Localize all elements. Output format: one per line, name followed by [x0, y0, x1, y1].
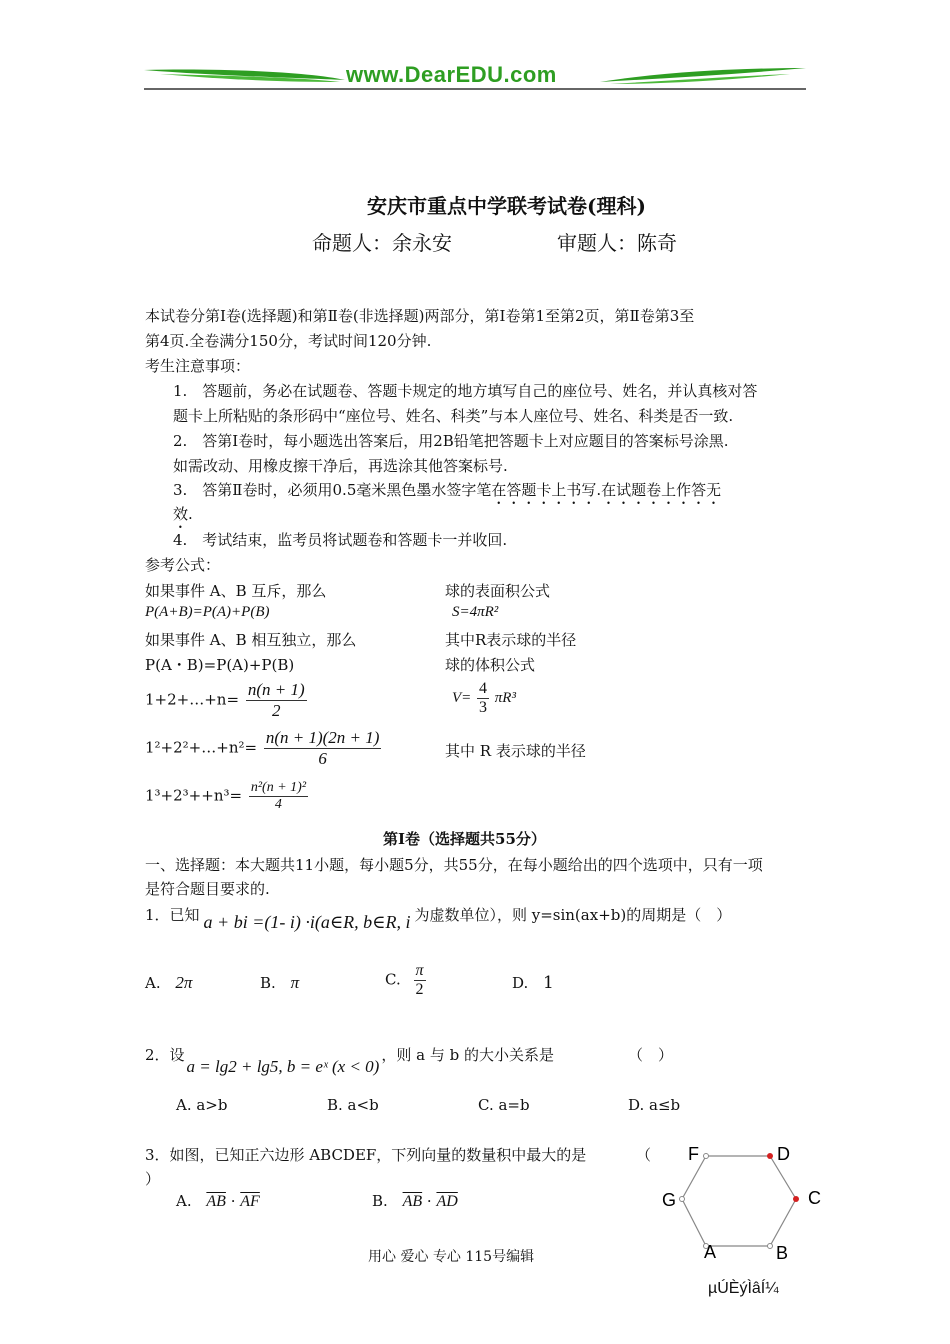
question-1 [145, 904, 732, 932]
sum2-numerator: n(n + 1)(2n + 1) [265, 728, 380, 747]
sum-formula-1 [145, 680, 309, 721]
q2-suffix: ，则 a 与 b 的大小关系是 [381, 1046, 554, 1064]
page-title: 安庆市重点中学联考试卷(理科) [367, 194, 646, 218]
q1-option-a-label: A. [145, 974, 161, 992]
q3-option-b-label: B. [372, 1192, 388, 1210]
volume-lhs: V= [452, 689, 472, 706]
vertex-c [793, 1196, 799, 1202]
vertex-b [768, 1244, 773, 1249]
sum2-lhs: 1²+2²+…+n²= [145, 738, 258, 757]
sum2-fraction [264, 728, 382, 769]
note-2-line-2: 如需改动、用橡皮擦干净后，再选涂其他答案标号. [173, 457, 508, 475]
sum3-fraction [249, 780, 308, 813]
sum1-fraction [246, 680, 307, 721]
right-swoosh-icon [600, 68, 806, 84]
label-f: F [688, 1144, 699, 1164]
intro-line-2: 第4页.全卷满分150分，考试时间120分钟. [145, 332, 432, 350]
q3-option-a-label: A. [176, 1192, 192, 1210]
sphere-volume-formula [452, 680, 516, 717]
q3-option-a-dot: · [230, 1192, 236, 1210]
q1-option-b[interactable] [260, 973, 299, 993]
q2-answer-paren: （ ） [628, 1046, 674, 1064]
notes-heading: 考生注意事项： [145, 357, 251, 375]
q1-option-c-label: C. [385, 970, 401, 989]
hexagon-figure [661, 1136, 836, 1296]
q3-option-b[interactable] [372, 1192, 458, 1211]
label-c: C [808, 1188, 821, 1208]
vertex-d [767, 1153, 773, 1159]
left-swoosh-icon [144, 69, 345, 82]
radius-note-1: 其中R表示球的半径 [445, 631, 577, 649]
q2-equation: a = lg2 + lg5, b = eˣ (x < 0) [186, 1057, 380, 1076]
note-3-line-1 [173, 479, 721, 508]
q1-option-b-value: π [290, 973, 300, 992]
independent-formula: P(A・B)=P(A)+P(B) [145, 656, 295, 674]
independent-text: 如果事件 A、B 相互独立，那么 [145, 631, 357, 649]
sum-formula-2 [145, 728, 383, 769]
q2-option-c[interactable]: C. a=b [478, 1096, 530, 1114]
note-3-mid: . [596, 481, 602, 499]
q1-prefix: 1．已知 [145, 906, 200, 924]
sum1-lhs: 1+2+…+n= [145, 690, 240, 709]
sphere-area-formula: S=4πR² [452, 604, 499, 620]
section1-heading: 第Ⅰ卷（选择题共55分） [383, 830, 546, 848]
author-line: 命题人：余永安 [312, 231, 452, 255]
question-2 [145, 1044, 554, 1076]
note-3-emphasis-1: 在答题卡上书写 [491, 481, 597, 499]
q1-option-a-value: 2π [175, 973, 193, 992]
q1-equation: a + bi =(1- i) ·i(a∈R, b∈R, i [203, 912, 411, 932]
q3-option-b-vector-1: $\overline{AB}$ [402, 1193, 423, 1210]
hexagon-shape [682, 1156, 796, 1246]
note-1-line-2: 题卡上所粘贴的条形码中“座位号、姓名、科类”与本人座位号、姓名、科类是否一致. [173, 407, 734, 425]
question-3-line-1: 3．如图，已知正六边形 ABCDEF，下列向量的数量积中最大的是 [145, 1146, 587, 1164]
note-3-emphasis-3: 效 [173, 505, 189, 523]
mutex-formula: P(A+B)=P(A)+P(B) [145, 604, 270, 620]
q2-option-a[interactable]: A. a>b [176, 1096, 228, 1114]
q1-option-c-denominator: 2 [415, 981, 424, 998]
label-g: G [661, 1190, 676, 1210]
sum3-lhs: 1³+2³++n³= [145, 786, 243, 805]
q3-option-b-dot: · [426, 1192, 432, 1210]
note-4: 4. 考试结束，监考员将试题卷和答题卡一并收回. [173, 531, 508, 549]
page-footer: 用心 爱心 专心 115号编辑 [368, 1249, 535, 1265]
note-3-prefix: 3. 答第Ⅱ卷时，必须用0.5毫米黑色墨水签字笔 [173, 481, 492, 499]
question-3-line-2: ） [145, 1170, 161, 1188]
formulas-heading: 参考公式： [145, 556, 221, 574]
q3-paren-open: （ [636, 1146, 652, 1164]
q1-option-c-numerator: π [415, 962, 424, 979]
note-3-emphasis-2: 在试题卷上作答无 [601, 481, 722, 499]
q3-option-a-vector-1: $\overline{AB}$ [206, 1193, 226, 1210]
reviewer-line: 审题人：陈奇 [557, 231, 677, 255]
q1-option-a[interactable] [145, 973, 192, 993]
sphere-volume-text: 球的体积公式 [445, 656, 536, 674]
sum2-denominator: 6 [318, 749, 327, 768]
volume-numerator: 4 [479, 680, 488, 697]
note-2-line-1: 2. 答第Ⅰ卷时，每小题选出答案后，用2B铅笔把答题卡上对应题目的答案标号涂黑. [173, 432, 729, 450]
q3-option-b-vector-2: $\overline{AD}$ [436, 1193, 458, 1210]
q2-prefix: 2．设 [145, 1046, 185, 1064]
radius-note-2: 其中 R 表示球的半径 [445, 742, 586, 760]
section1-intro-line-1: 一、选择题：本大题共11小题，每小题5分，共55分，在每小题给出的四个选项中，只有一项 [145, 856, 763, 874]
note-3-line-2 [173, 503, 193, 532]
vertex-f [704, 1154, 709, 1159]
section1-intro-line-2: 是符合题目要求的. [145, 880, 270, 898]
q3-option-a-vector-2: $\overline{AF}$ [240, 1193, 260, 1210]
volume-rhs: πR³ [494, 689, 516, 706]
q1-suffix: 为虚数单位），则 y=sin(ax+b)的周期是（ ） [414, 906, 732, 924]
q1-option-d-value: 1 [543, 973, 554, 993]
site-logo-text[interactable]: www.DearEDU.com [346, 62, 557, 87]
note-3-end: . [188, 505, 193, 523]
q1-option-d-label: D. [512, 974, 529, 992]
note-1-line-1: 1. 答题前，务必在试题卷、答题卡规定的地方填写自己的座位号、姓名，并认真核对答 [173, 382, 758, 400]
sum1-numerator: n(n + 1) [247, 680, 305, 699]
q1-option-d[interactable] [512, 973, 554, 993]
label-d: D [777, 1144, 790, 1164]
intro-line-1: 本试卷分第Ⅰ卷(选择题)和第Ⅱ卷(非选择题)两部分，第Ⅰ卷第1至第2页，第Ⅱ卷第3至 [145, 307, 695, 325]
vertex-g [680, 1197, 685, 1202]
label-b: B [776, 1243, 789, 1263]
q1-option-b-label: B. [260, 974, 276, 992]
mutex-text: 如果事件 A、B 互斥，那么 [145, 582, 327, 600]
sum1-denominator: 2 [271, 701, 281, 720]
figure-caption: µÚÈýÌâÍ¼ [708, 1280, 779, 1297]
q1-option-c[interactable] [385, 962, 428, 999]
sphere-area-text: 球的表面积公式 [445, 582, 551, 600]
sum3-numerator: n²(n + 1)² [250, 780, 307, 795]
q2-option-b[interactable]: B. a<b [327, 1096, 379, 1114]
q1-option-c-fraction [414, 962, 426, 999]
label-a: A [703, 1242, 716, 1262]
q3-option-a[interactable] [176, 1192, 260, 1211]
volume-fraction [477, 680, 489, 717]
sum-formula-3 [145, 780, 310, 813]
sum3-denominator: 4 [274, 797, 282, 812]
q2-option-d[interactable]: D. a≤b [628, 1096, 681, 1114]
volume-denominator: 3 [479, 699, 488, 716]
